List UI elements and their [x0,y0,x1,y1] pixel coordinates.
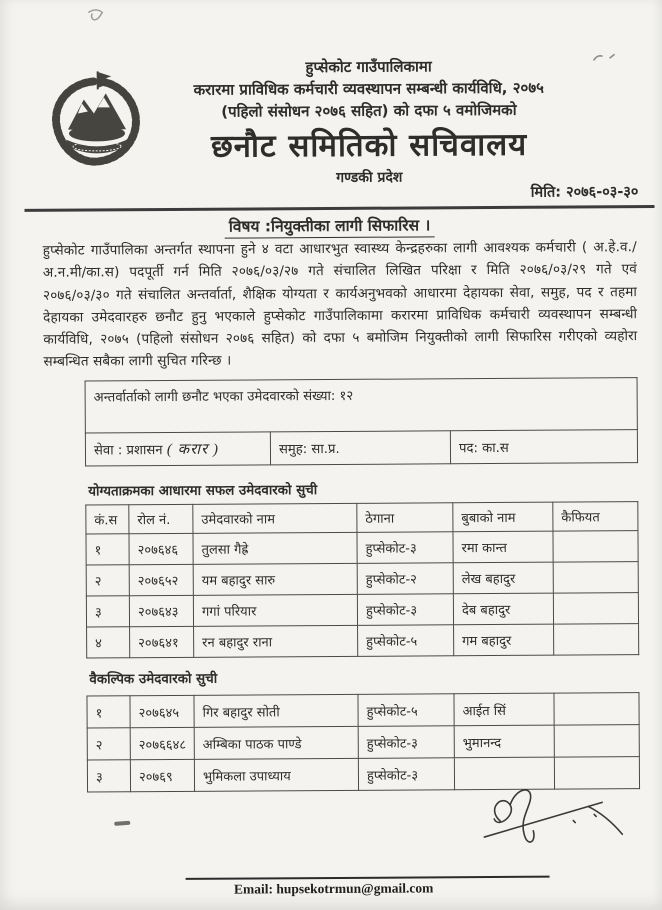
table-cell [554,725,639,758]
table-cell: ४ [87,627,130,658]
table-cell: अम्बिका पाठक पाण्डे [194,726,358,759]
column-header: ठेगाना [357,503,453,533]
table-cell: २ [86,565,129,596]
table-row [86,593,638,627]
table-cell: ३ [87,760,130,792]
alternate-list-heading: वैकल्पिक उमेदवारको सुची [89,671,218,688]
table-row [86,562,638,596]
table-row [85,430,637,466]
table-row [87,693,639,728]
letterhead [128,54,611,189]
table-cell: हुप्सेकोट-३ [358,758,454,791]
header-divider [24,205,654,211]
column-header: कैफियत [553,502,638,532]
table-cell: गगां परियार [193,594,357,626]
subject-text: विषय :नियुक्तीका लागी सिफारिस । [225,216,435,238]
table-cell: हुप्सेकोट-५ [358,625,454,657]
table-cell: ३ [86,596,129,627]
table-cell: २०७६५२ [129,564,193,595]
table-cell [553,562,638,594]
table-cell: हुप्सेकोट-३ [357,594,453,626]
table-cell [554,693,639,726]
column-header: रोल नं. [129,504,193,533]
table-cell: लेख बहादुर [453,562,553,594]
letter-date: मिति: २०७६-०३-३० [530,184,639,201]
table-cell: २०७६४३ [129,595,193,626]
office-title: छनौट समितिको सचिवालय [210,126,528,165]
table-cell: २०७६९ [130,759,194,791]
procedure-line: करारमा प्राविधिक कर्मचारी व्यवस्थापन सम्बन्धी कार्यविधि, २०७५ [193,78,544,99]
table-cell: गिर बहादुर सोती [194,694,358,727]
table-cell: गम बहादुर [454,624,554,656]
footer-email: Email: hupsekotrmun@gmail.com [233,880,434,897]
province-name: गण्डकी प्रदेश [336,169,403,186]
column-header: कं.स [86,505,129,534]
subject-line [0,212,661,238]
pen-dash-mark [114,821,130,826]
table-cell: रन बहादुर राना [194,625,358,657]
table-cell [554,624,639,656]
table-cell: यम बहादुर सारु [193,563,357,595]
table-cell: २०७६४१ [130,626,194,657]
table-cell: देब बहादुर [453,593,553,625]
table-cell: हुप्सेकोट-३ [358,726,454,759]
qualified-candidates-table [85,501,639,658]
amendment-line: (पहिलो संसोधन २०७६ सहित) को दफा ५ वमोजिमको [221,100,517,121]
service-cell [85,432,270,466]
table-cell: २०७६४६ [129,533,193,564]
table-header-row [86,502,638,534]
column-header: उमेदवारको नाम [193,503,357,533]
table-cell: हुप्सेकोट-२ [357,563,453,595]
service-label: सेवा : प्रशासन [93,443,163,459]
org-name-line: हुप्सेकोट गाउँपालिकामा [305,57,432,77]
post-cell: पद: का.स [450,430,637,464]
signature [470,776,643,865]
group-cell: समुह: सा.प्र. [270,431,450,465]
candidate-count-cell: अन्तर्वार्ताको लागी छनौट भएका उमेदवारको संख्या: १२ [85,378,637,433]
table-row [86,531,638,565]
table-cell [553,531,638,563]
table-cell: भुमिकला उपाध्याय [194,758,358,791]
qualified-list-heading: योग्यताक्रमका आधारमा सफल उमेदवारको सुची [88,483,318,500]
table-cell: २ [87,728,130,760]
table-cell: रमा कान्त [453,531,553,563]
table-cell: हुप्सेकोट-३ [357,532,453,564]
letter-body: हुप्सेकोट गाउँपालिका अन्तर्गत स्थापना हुने ४ वटा आधारभुत स्वास्थ्य केन्द्रहरुका लागी आवश्यक कर्मचारी ( अ.हे.व./अ.न.मी/का.स) पदपूर्ती गर्न मिति २०७६/०३/२७ गते संचालित लिखित परिक्षा र मिति २०७६/०३/२९ गते एवं २०७६/०३/३० गते संचालित अन्तर्वार्ता, शैक्षिक योग्यता र कार्यअनुभवको आधारमा देहायका सेवा, समुह, पद र तहमा देहायका उमेदवारहरु छनौट हुनु भएकाले हुप्सेकोट गाउँपालिकामा करारमा प्राविधिक कर्मचारी व्यवस्थापन सम्बन्धी कार्यविधि, २०७५ (पहिलो संसोधन २०७६ सहित) को दफा ५ बमोजिम नियुक्तीको लागी सिफारिस गरीएको व्यहोरा सम्बन्धित सबैका लागी सुचित गरिन्छ । [42,239,638,371]
column-header: बुबाको नाम [453,502,553,532]
table-cell [553,593,638,625]
table-cell: भुमानन्द [454,725,554,758]
table-cell: १ [86,534,129,565]
table-cell: २०७६६४८ [130,727,194,759]
table-cell: १ [87,696,130,728]
table-cell: तुलसा गैह्रे [193,532,357,564]
pen-mark-icon [85,7,107,25]
table-cell: आईत सिं [454,693,554,726]
table-row [87,725,639,760]
table-row [87,624,639,658]
service-handwritten-note: ( करार ) [166,441,220,459]
table-row [85,378,637,433]
table-cell: हुप्सेकोट-५ [358,694,454,727]
summary-box [85,377,639,466]
table-cell: २०७६४५ [130,695,194,727]
